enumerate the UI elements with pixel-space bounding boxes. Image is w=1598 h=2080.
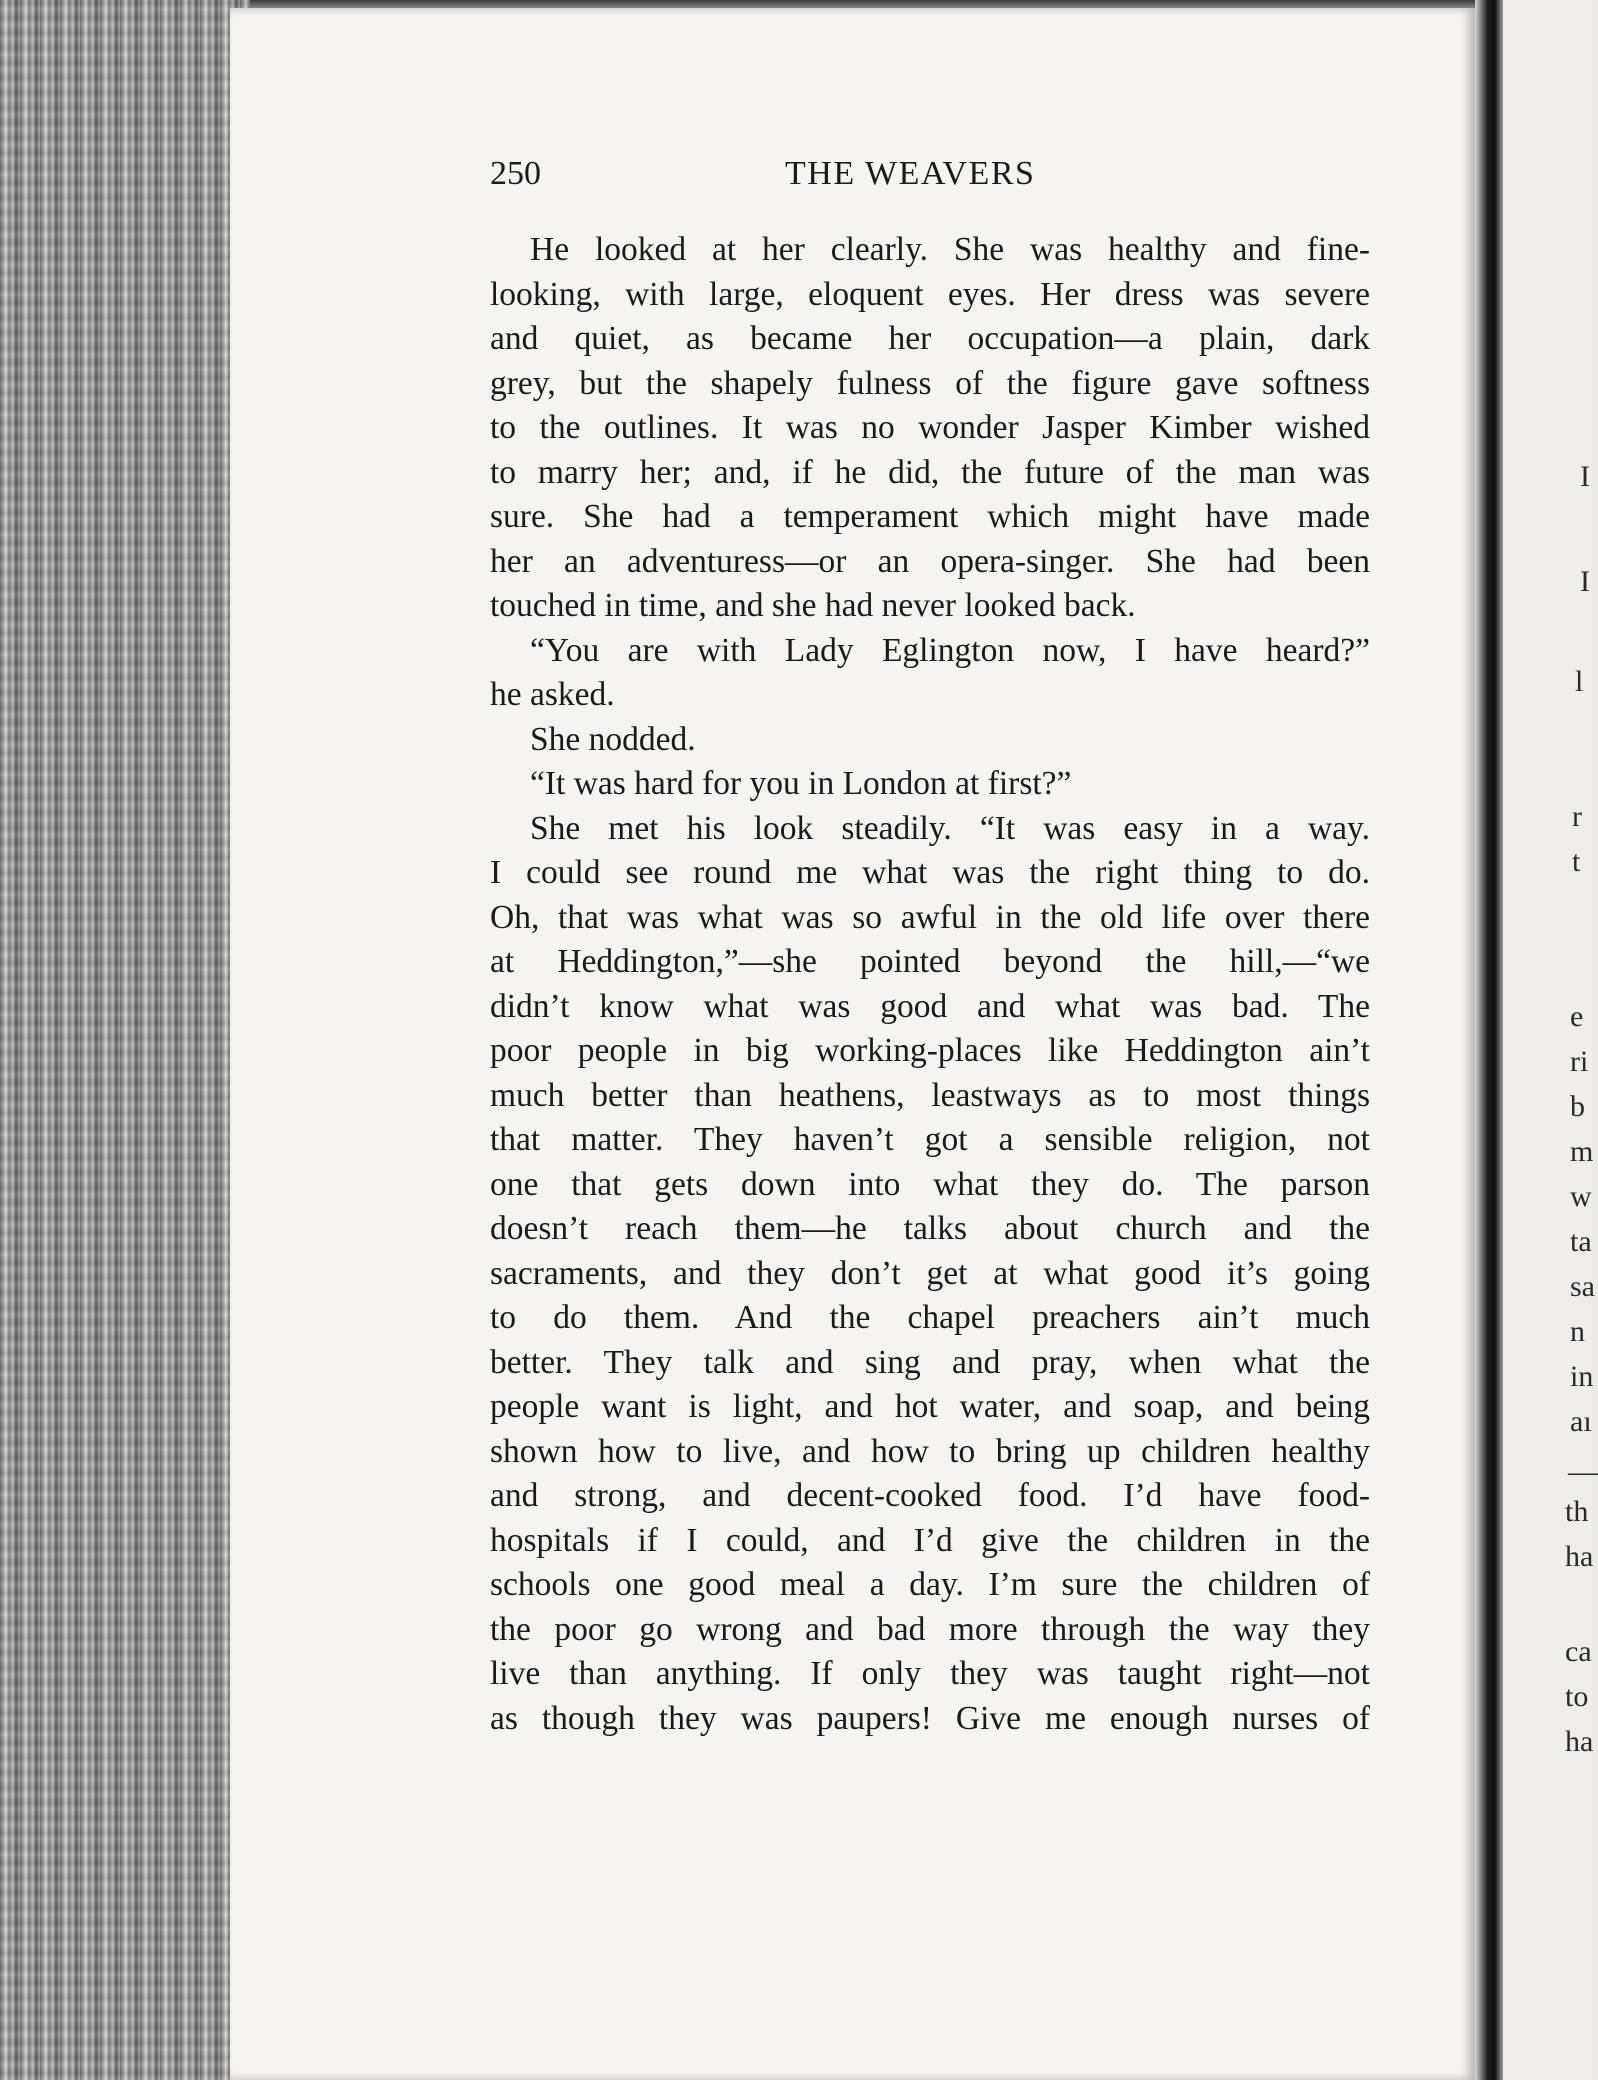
text-line: She met his look steadily. “It was easy in a way.: [530, 809, 1370, 847]
text-line: and quiet, as became her occupation—a plain, dark: [490, 320, 1370, 357]
text-line: to marry her; and, if he did, the future of the man was: [490, 453, 1370, 491]
right-page-fragment: I: [1580, 460, 1590, 493]
text-line: I could see round me what was the right thing to do.: [490, 854, 1370, 891]
book-page-edges: [0, 0, 250, 2080]
right-page-fragment: aı: [1570, 1405, 1592, 1438]
text-line: grey, but the shapely fulness of the figure gave softness: [490, 364, 1370, 402]
text-line: poor people in big working-places like Heddington ain’t: [490, 1032, 1370, 1069]
right-page-fragment: n: [1570, 1315, 1585, 1348]
right-page-fragment: to: [1565, 1680, 1589, 1713]
text-line: one that gets down into what they do. The parson: [490, 1165, 1370, 1203]
text-line: “It was hard for you in London at first?”: [530, 765, 1072, 802]
text-line: as though they was paupers! Give me enough nurses of: [490, 1699, 1370, 1737]
right-page-fragment: ca: [1565, 1635, 1592, 1668]
right-page-fragment: ri: [1570, 1045, 1589, 1078]
right-page-fragment: sa: [1570, 1270, 1595, 1303]
text-line: didn’t know what was good and what was bad. The: [490, 987, 1370, 1025]
text-line: he asked.: [490, 676, 615, 713]
text-line: He looked at her clearly. She was healthy and fine-: [530, 231, 1370, 268]
right-page-fragment: e: [1570, 1000, 1584, 1033]
text-line: hospitals if I could, and I’d give the children in the: [490, 1521, 1370, 1559]
text-line: Oh, that was what was so awful in the old life over there: [490, 898, 1370, 936]
text-line: her an adventuress—or an opera-singer. She had been: [490, 542, 1370, 580]
text-line: live than anything. If only they was taught right—not: [490, 1655, 1370, 1692]
text-line: touched in time, and she had never looked back.: [490, 587, 1136, 624]
text-line: sure. She had a temperament which might have made: [490, 498, 1370, 535]
right-page-fragment: w: [1570, 1180, 1592, 1213]
book-gutter: [1475, 0, 1503, 2080]
text-line: looking, with large, eloquent eyes. Her dress was severe: [490, 275, 1370, 313]
text-line: doesn’t reach them—he talks about church and the: [490, 1210, 1370, 1247]
body-text: [490, 228, 1370, 1741]
text-line: shown how to live, and how to bring up children healthy: [490, 1432, 1370, 1470]
right-page-fragment: in: [1570, 1360, 1594, 1393]
right-page-fragment: l: [1575, 665, 1584, 698]
text-line: better. They talk and sing and pray, when what the: [490, 1343, 1370, 1381]
running-title: THE WEAVERS: [785, 155, 1036, 192]
text-line: She nodded.: [530, 720, 696, 758]
right-page-fragment: m: [1570, 1135, 1594, 1168]
text-line: much better than heathens, leastways as to most things: [490, 1076, 1370, 1114]
right-page-fragment: b: [1570, 1090, 1585, 1123]
right-page-fragment: th: [1565, 1495, 1589, 1528]
text-line: to the outlines. It was no wonder Jasper Kimber wished: [490, 409, 1370, 446]
text-line: and strong, and decent-cooked food. I’d have food-: [490, 1477, 1370, 1514]
right-page-fragment: ha: [1565, 1725, 1594, 1758]
text-line: that matter. They haven’t got a sensible religion, not: [490, 1121, 1370, 1158]
text-line: “You are with Lady Eglington now, I have heard?”: [530, 631, 1370, 669]
right-page-fragment: t: [1572, 845, 1581, 878]
text-line: schools one good meal a day. I’m sure the children of: [490, 1566, 1370, 1603]
page-number: 250: [490, 155, 541, 192]
text-line: at Heddington,”—she pointed beyond the hill,—“we: [490, 943, 1370, 980]
right-page-fragment: —: [1568, 1455, 1598, 1488]
text-line: to do them. And the chapel preachers ain’t much: [490, 1299, 1370, 1336]
right-page-fragment: I: [1580, 565, 1590, 598]
text-line: people want is light, and hot water, and soap, and being: [490, 1388, 1370, 1425]
text-line: sacraments, and they don’t get at what good it’s going: [490, 1254, 1370, 1292]
right-page-fragment: r: [1572, 800, 1582, 833]
right-page-fragment: ta: [1570, 1225, 1592, 1258]
right-page-edge: [1503, 0, 1592, 2080]
text-line: the poor go wrong and bad more through the way they: [490, 1610, 1370, 1648]
right-page-fragment: ha: [1565, 1540, 1594, 1573]
